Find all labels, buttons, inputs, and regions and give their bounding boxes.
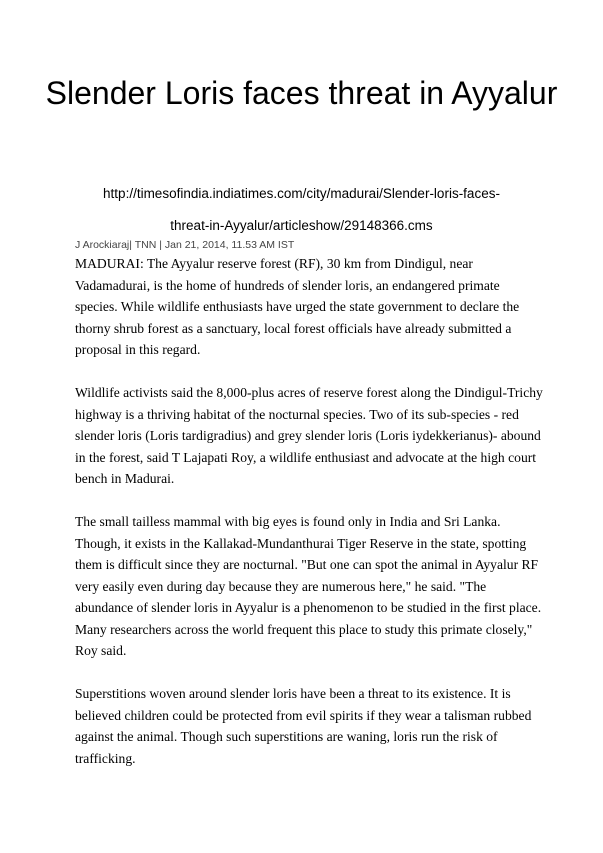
article-paragraph: Superstitions woven around slender loris have been a threat to its existence. It is believed children could be protected from evil spirits if they wear a talisman rubbed against the animal. Though such superstitions are waning, loris run the risk of trafficking. [75,686,532,766]
article-paragraph: MADURAI: The Ayyalur reserve forest (RF), 30 km from Dindigul, near Vadamadurai, is the home of hundreds of slender loris, an endangered primate species. While wildlife enthusiasts have urged the state government to declare the thorny shrub forest as a sanctuary, local forest officials have already submitted a proposal in this regard. [75,256,520,357]
article-title: Slender Loris faces threat in Ayyalur [45,75,558,111]
article-paragraph: Wildlife activists said the 8,000-plus acres of reserve forest along the Dindigul-Trichy highway is a thriving habitat of the nocturnal species. Two of its sub-species - red slender loris (Loris tardigradius) and grey slender loris (Loris iydekkerianus)- abound in the forest, said T Lajapati Roy, a wildlife enthusiast and advocate at the high court bench in Madurai. [75,385,543,486]
article-byline: J Arockiaraj| TNN | Jan 21, 2014, 11.53 AM IST [75,239,295,251]
article-url-line-1: http://timesofindia.indiatimes.com/city/madurai/Slender-loris-faces- [103,186,500,201]
article-paragraph: The small tailless mammal with big eyes is found only in India and Sri Lanka. Though, it exists in the Kallakad-Mundanthurai Tiger Reserve in the state, spotting them is difficult since they are nocturnal. "But one can spot the animal in Ayyalur RF very easily even during day because they are numerous here," he said. "The abundance of slender loris in Ayyalur is a phenomenon to be studied in the first place. Many researchers across the world frequent this place to study this primate closely," Roy said. [75,514,542,658]
article-url [40,178,563,242]
article-url-line-2: threat-in-Ayyalur/articleshow/29148366.cms [170,218,433,233]
article-body [75,253,545,791]
